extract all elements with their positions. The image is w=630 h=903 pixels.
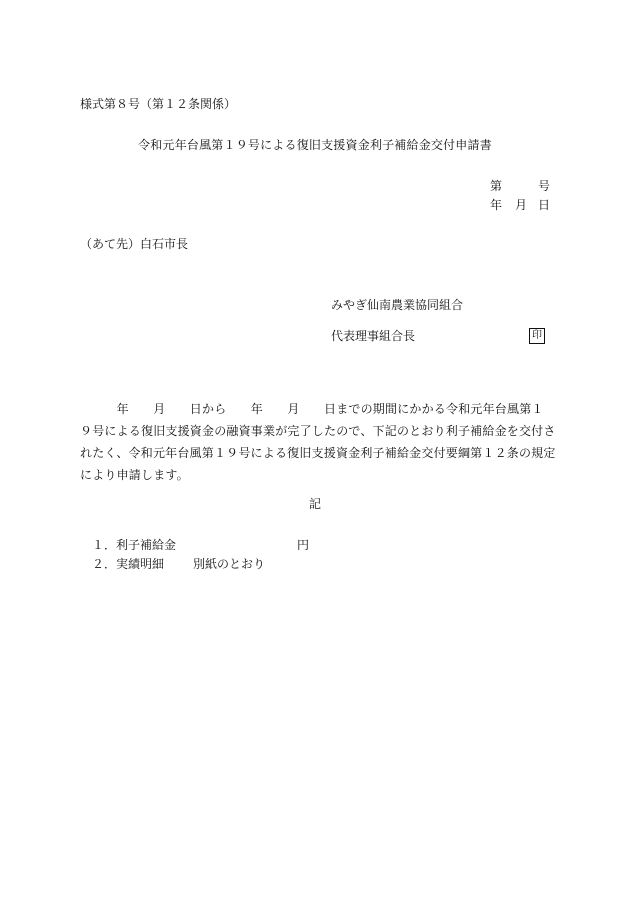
item-value: 円 (297, 538, 310, 552)
form-number: 様式第８号（第１２条関係） (80, 97, 237, 111)
list-item (92, 558, 265, 570)
ki-heading: 記 (308, 497, 321, 511)
body-line: れたく、令和元年台風第１９号による復旧支援資金利子補給金交付要綱第１２条の規定 (80, 446, 556, 460)
document-title: 令和元年台風第１９号による復旧支援資金利子補給金交付申請書 (138, 138, 492, 152)
body-line: ９号による復旧支援資金の融資事業が完了したので、下記のとおり利子補給金を交付さ (80, 424, 556, 438)
seal-mark: 印 (529, 328, 545, 344)
body-line: 年 月 日から 年 月 日までの期間にかかる令和元年台風第１ (80, 402, 544, 416)
applicant-organization: みやぎ仙南農業協同組合 (331, 298, 464, 312)
item-value: 別紙のとおり (193, 557, 266, 571)
item-label: ２．実績明細 (92, 557, 165, 571)
list-item (92, 539, 309, 551)
document-number-prefix: 第 (490, 179, 503, 193)
application-body (80, 398, 556, 486)
date-day: 日 (537, 198, 550, 212)
item-label: １．利子補給金 (92, 538, 177, 552)
addressee: （あて先）白石市長 (80, 237, 189, 251)
applicant-representative: 代表理事組合長 (331, 329, 416, 343)
date-year: 年 (490, 198, 503, 212)
body-line: により申請します。 (80, 468, 189, 482)
date-month: 月 (515, 198, 528, 212)
document-number-suffix: 号 (537, 179, 550, 193)
